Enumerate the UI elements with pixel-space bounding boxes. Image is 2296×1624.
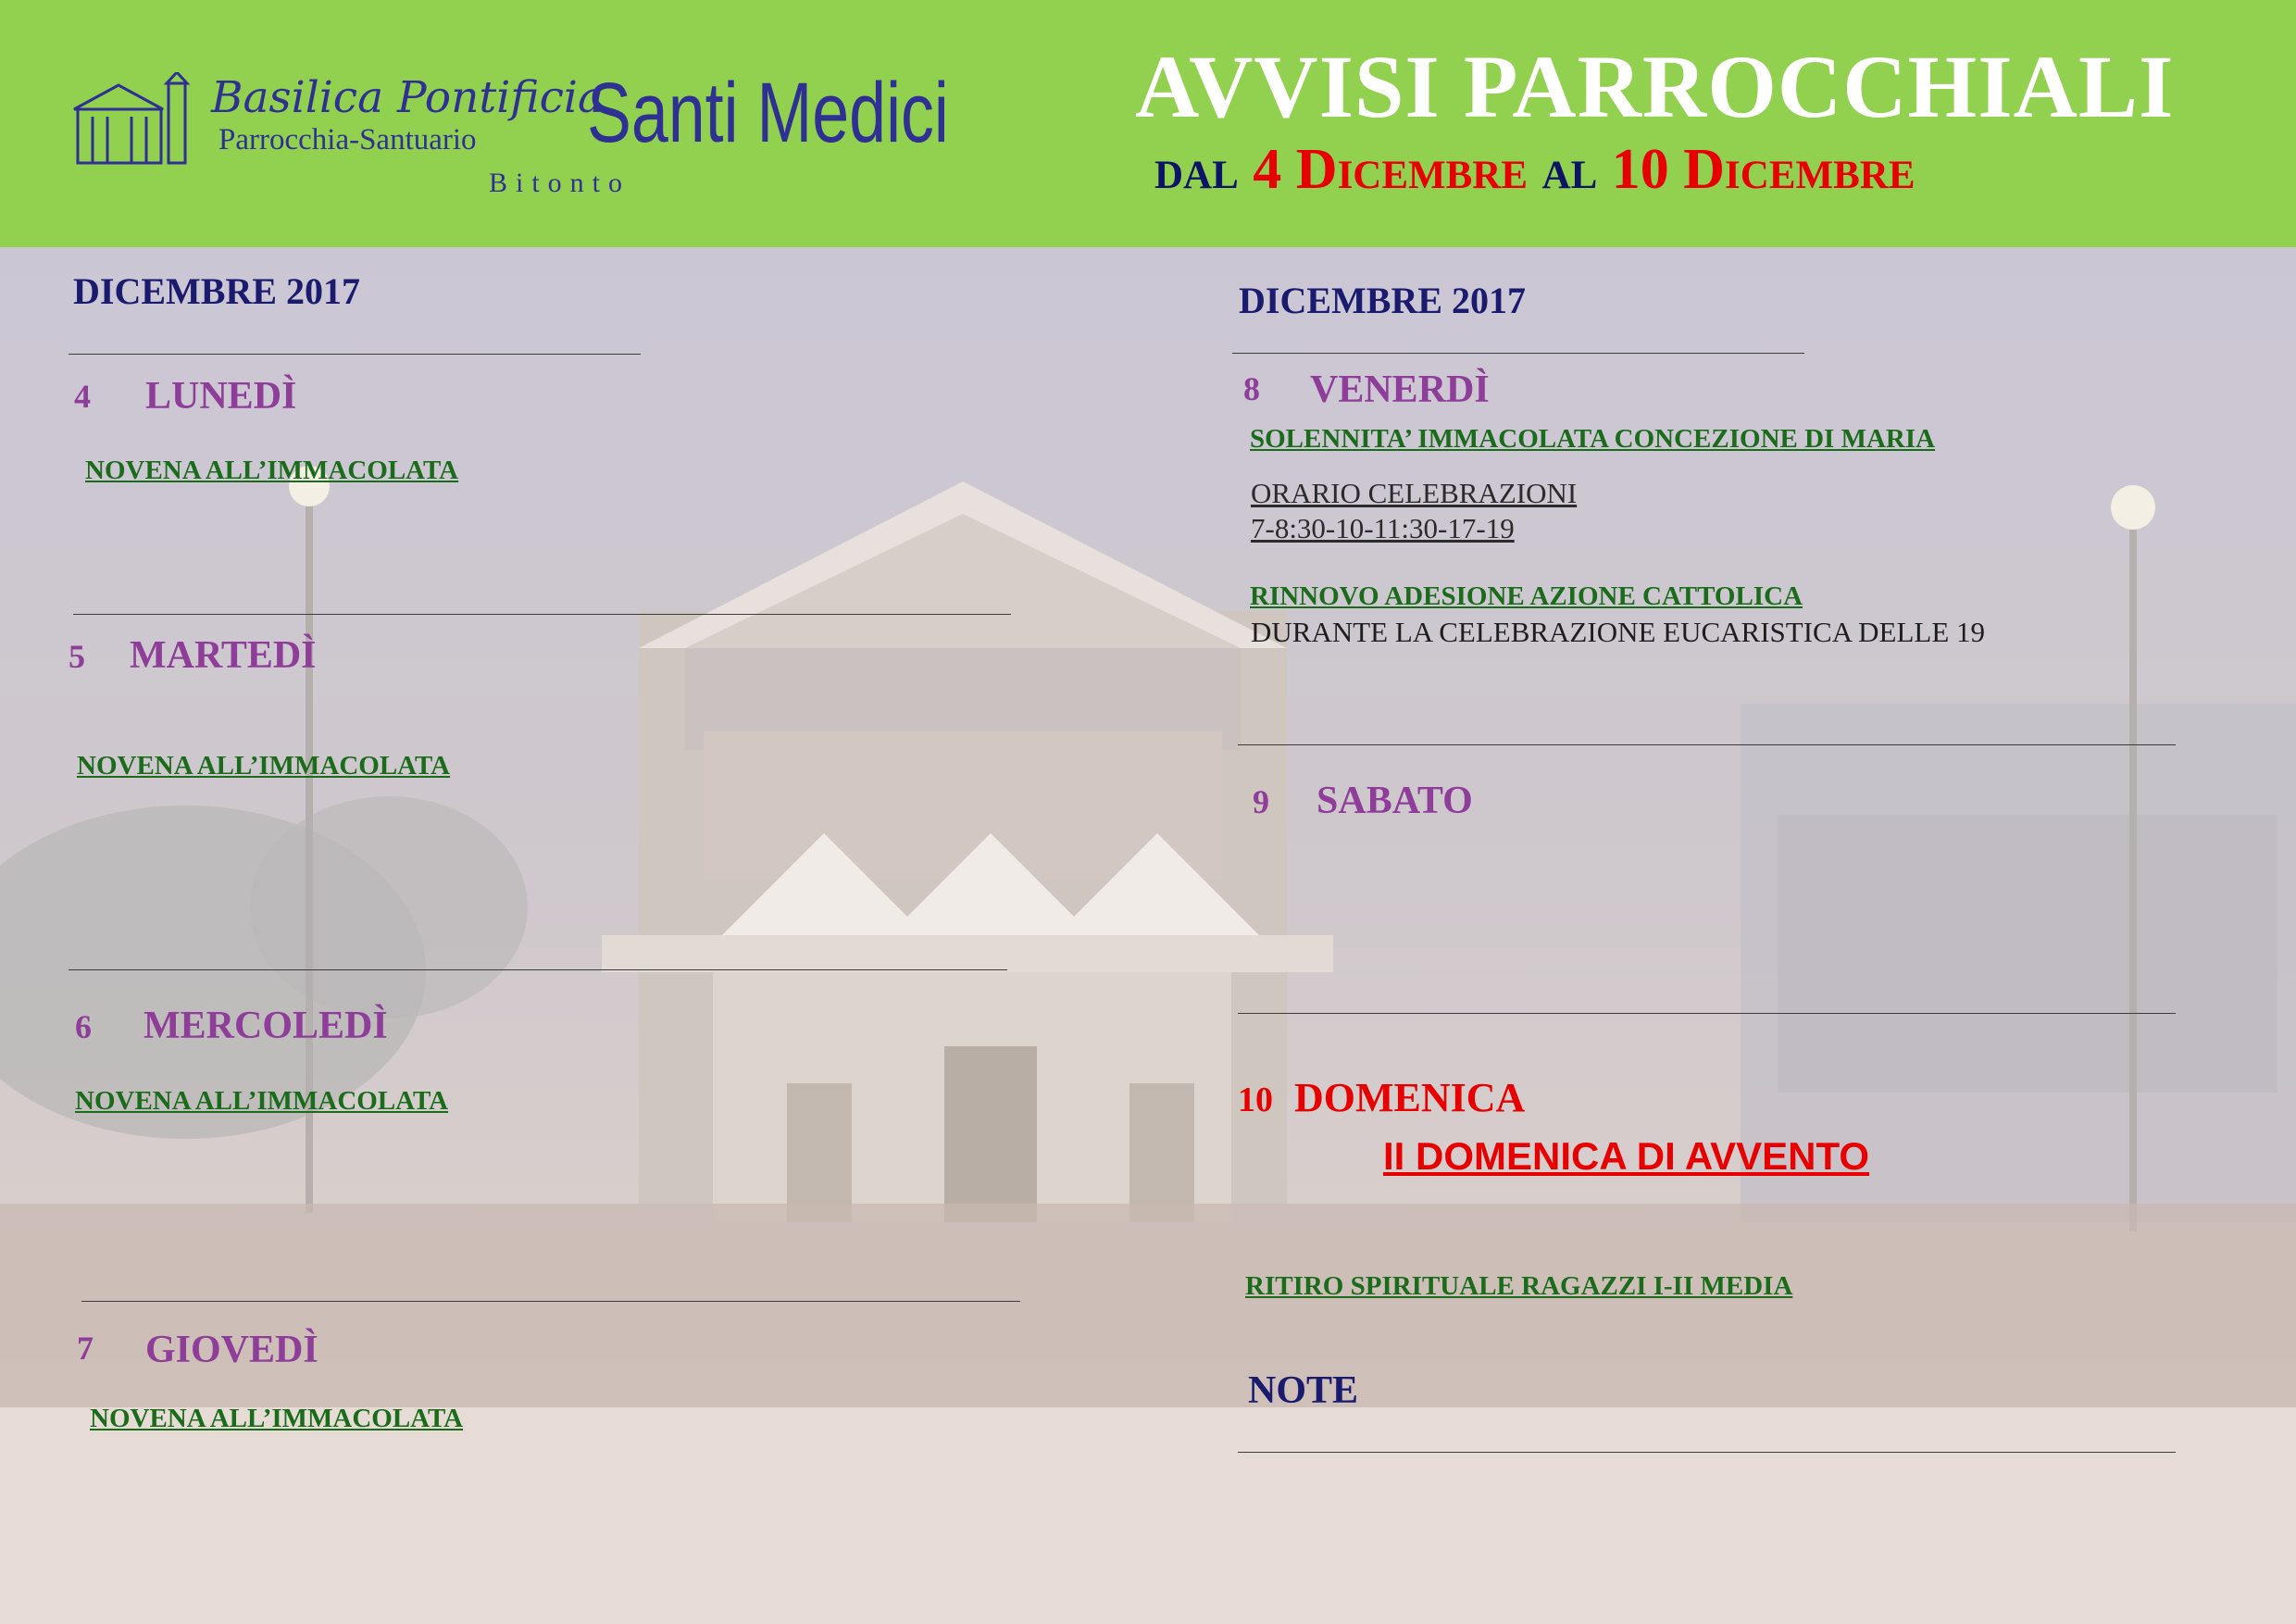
- day-name: LUNEDÌ: [145, 375, 297, 418]
- day-number: 10: [1238, 1081, 1273, 1119]
- event-novena: NOVENA ALL’IMMACOLATA: [75, 1086, 449, 1116]
- church-logo-icon: [69, 72, 191, 167]
- divider: [81, 1301, 1020, 1302]
- divider: [1232, 353, 1804, 354]
- event-ritiro: RITIRO SPIRITUALE RAGAZZI I-II MEDIA: [1245, 1271, 1793, 1301]
- day-name: VENERDÌ: [1310, 369, 1490, 411]
- day-name: MARTEDÌ: [130, 634, 317, 677]
- date-range: [1154, 137, 1915, 203]
- event-azione-cattolica: RINNOVO ADESIONE AZIONE CATTOLICA: [1250, 581, 1803, 611]
- day-number: 9: [1253, 783, 1269, 820]
- day-number: 6: [75, 1008, 92, 1045]
- day-number: 5: [69, 638, 85, 675]
- date-range-al: al: [1541, 138, 1598, 201]
- date-range-dal: dal: [1154, 138, 1239, 201]
- day-name: GIOVEDÌ: [145, 1329, 318, 1371]
- times-value: 7-8:30-10-11:30-17-19: [1251, 512, 1515, 544]
- day-number: 4: [74, 378, 91, 415]
- day-name: SABATO: [1316, 780, 1473, 822]
- day-number: 7: [77, 1330, 94, 1367]
- divider: [1238, 1013, 2176, 1014]
- event-azione-detail: DURANTE LA CELEBRAZIONE EUCARISTICA DELLE 19: [1251, 616, 1986, 648]
- page-title: AVVISI PARROCCHIALI: [1135, 37, 2175, 136]
- event-novena: NOVENA ALL’IMMACOLATA: [85, 456, 459, 485]
- divider: [73, 614, 1011, 615]
- divider: [1238, 1452, 2176, 1453]
- logo-name: Santi Medici: [587, 66, 949, 160]
- day-name: DOMENICA: [1294, 1075, 1526, 1120]
- notes-heading: NOTE: [1248, 1369, 1359, 1412]
- event-novena: NOVENA ALL’IMMACOLATA: [77, 751, 451, 781]
- left-month-heading: DICEMBRE 2017: [73, 270, 361, 312]
- date-range-to: 10 Dicembre: [1611, 138, 1915, 201]
- divider: [69, 354, 641, 355]
- feast-title: II DOMENICA DI AVVENTO: [1383, 1134, 1870, 1178]
- event-novena: NOVENA ALL’IMMACOLATA: [90, 1404, 464, 1433]
- day-number: 8: [1243, 370, 1260, 407]
- date-range-from: 4 Dicembre: [1253, 138, 1529, 201]
- logo-parrocchia: Parrocchia-Santuario: [218, 123, 477, 156]
- event-immacolata: SOLENNITA’ IMMACOLATA CONCEZIONE DI MARIA: [1250, 424, 1936, 454]
- logo-city: Bitonto: [489, 168, 631, 198]
- logo-basilica: Basilica Pontificia: [211, 72, 604, 123]
- right-month-heading: DICEMBRE 2017: [1239, 280, 1527, 321]
- divider: [69, 969, 1007, 970]
- times-label: ORARIO CELEBRAZIONI: [1251, 477, 1578, 509]
- day-name: MERCOLEDÌ: [144, 1005, 388, 1047]
- divider: [1238, 744, 2176, 745]
